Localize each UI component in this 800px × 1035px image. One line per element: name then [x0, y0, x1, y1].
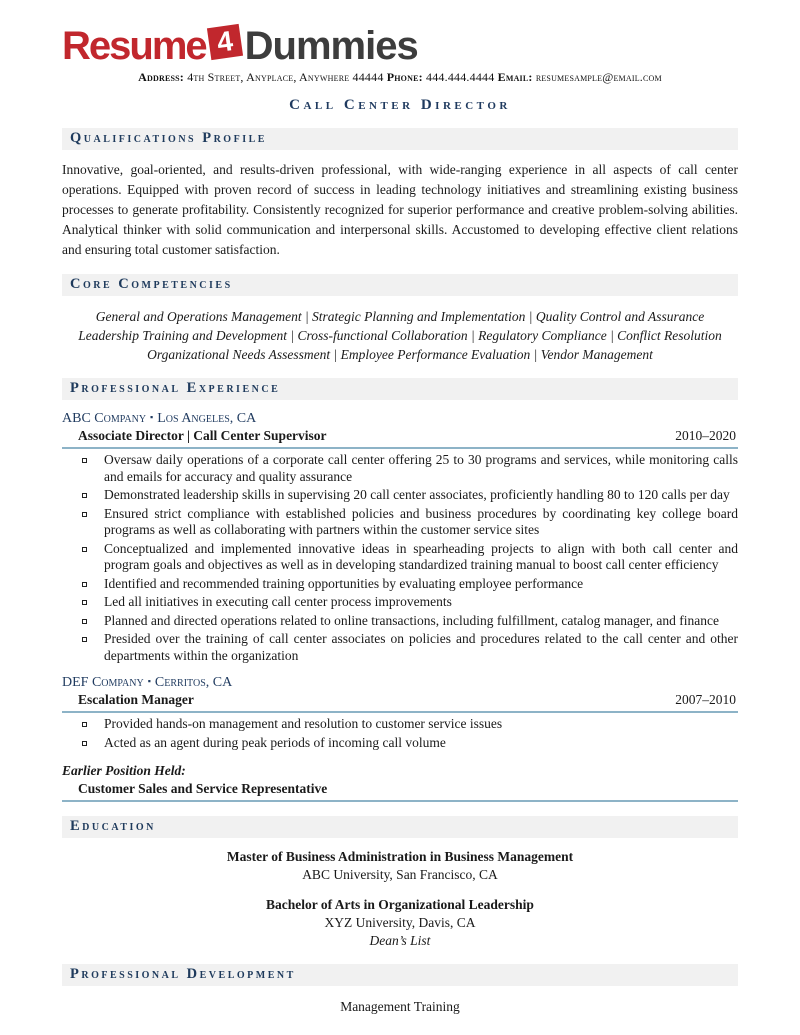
- section-heading-education: Education: [62, 816, 738, 838]
- phone-value: 444.444.4444: [426, 70, 495, 84]
- bullet-text: Ensured strict compliance with established policies and business procedures by coordinating key college board programs as well as collaborating with partners within the customer service sites: [104, 505, 738, 537]
- job-entry: [62, 675, 738, 751]
- job-title-row: [62, 691, 738, 713]
- development-item: Management Training: [340, 999, 460, 1014]
- list-item: [62, 613, 738, 630]
- list-item: [62, 716, 738, 733]
- square-bullet-icon: [82, 600, 87, 605]
- degree-school: ABC University, San Francisco, CA: [302, 867, 498, 882]
- bullet-text: Led all initiatives in executing call center process improvements: [104, 594, 452, 609]
- bullet-text: Identified and recommended training opportunities by evaluating employee performance: [104, 575, 584, 591]
- degree-title: Master of Business Administration in Business Management: [226, 849, 574, 864]
- email-label: Email:: [497, 70, 533, 84]
- bullet-separator-icon: ▪: [150, 412, 154, 422]
- earlier-position-title: Customer Sales and Service Representative: [78, 781, 328, 796]
- degree-note: Dean’s List: [369, 933, 431, 948]
- square-bullet-icon: [82, 582, 87, 587]
- square-bullet-icon: [82, 619, 87, 624]
- qualifications-summary: Innovative, goal-oriented, and results-driven professional, with wide-ranging experience in all aspects of call center operations. Equipped with proven record of success in leading technology initiatives and streamlining existing business processes to generate profitability. Consistently recognized for superior performance and creative problem-solving abilities. Analytical thinker with solid communication and interpersonal skills. Accustomed to developing effective client relations and ensuring total customer satisfaction.: [62, 162, 738, 257]
- list-item: [62, 452, 738, 485]
- square-bullet-icon: [82, 547, 87, 552]
- bullet-text: Presided over the training of call center associates on policies and procedures related to the call center and other departments within the organization: [104, 631, 738, 663]
- list-item: [62, 541, 738, 574]
- job-entry: [62, 411, 738, 664]
- section-heading-qualifications: Qualifications Profile: [62, 128, 738, 150]
- job-title-row: [62, 427, 738, 449]
- logo-word-dummies: Dummies: [244, 24, 418, 68]
- company-location: Cerritos, CA: [154, 675, 233, 690]
- company-location: Los Angeles, CA: [157, 411, 257, 426]
- competency-line: General and Operations Management | Strategic Planning and Implementation | Quality Control and Assurance: [95, 309, 705, 324]
- list-item: [62, 735, 738, 752]
- bullet-text: Conceptualized and implemented innovative ideas in spearheading projects to align with both call center and program goals and objectives as well as in developing standardized training manual to boost call center efficiency: [104, 540, 738, 572]
- logo-word-resume: Resume: [62, 24, 206, 68]
- logo: [62, 26, 738, 68]
- square-bullet-icon: [82, 493, 87, 498]
- section-heading-competencies: Core Competencies: [62, 274, 738, 296]
- bullet-text: Planned and directed operations related to online transactions, including fulfillment, catalog manager, and finance: [104, 612, 719, 628]
- list-item: [62, 506, 738, 539]
- square-bullet-icon: [82, 458, 87, 463]
- company-name: DEF Company: [62, 675, 144, 690]
- bullet-text: Oversaw daily operations of a corporate call center offering 25 to 30 programs and services, while monitoring calls and emails for accuracy and quality assurance: [104, 452, 738, 484]
- degree-school: XYZ University, Davis, CA: [324, 915, 476, 930]
- job-title: Escalation Manager: [78, 692, 194, 707]
- address-value: 4th Street, Anyplace, Anywhere 44444: [187, 70, 384, 84]
- company-line: [62, 411, 738, 427]
- job-dates: 2007–2010: [675, 692, 736, 707]
- bullet-text: Provided hands-on management and resolution to customer service issues: [104, 716, 503, 731]
- spacer: [62, 884, 738, 896]
- list-item: [62, 631, 738, 664]
- address-label: Address:: [138, 70, 184, 84]
- resume-title: Call Center Director: [289, 97, 511, 113]
- job-bullet-list: [62, 452, 738, 664]
- square-bullet-icon: [82, 637, 87, 642]
- earlier-position-label: Earlier Position Held:: [62, 763, 186, 778]
- bullet-text: Acted as an agent during peak periods of incoming call volume: [104, 734, 446, 750]
- company-name: ABC Company: [62, 411, 147, 426]
- competency-line: Organizational Needs Assessment | Employee Performance Evaluation | Vendor Management: [147, 347, 653, 362]
- square-bullet-icon: [82, 512, 87, 517]
- bullet-text: Demonstrated leadership skills in supervising 20 call center associates, proficiently handling 80 to 120 calls per day: [104, 487, 730, 502]
- email-value: resumesample@email.com: [535, 70, 662, 84]
- job-bullet-list: [62, 716, 738, 751]
- list-item: [62, 594, 738, 611]
- education-block: [62, 848, 738, 950]
- list-item: [62, 487, 738, 504]
- job-dates: 2010–2020: [675, 428, 736, 443]
- square-bullet-icon: [82, 722, 87, 727]
- company-line: [62, 675, 738, 691]
- section-heading-experience: Professional Experience: [62, 378, 738, 400]
- list-item: [62, 576, 738, 593]
- square-bullet-icon: [82, 741, 87, 746]
- contact-line: [62, 70, 738, 85]
- job-title: Associate Director | Call Center Supervisor: [78, 428, 327, 443]
- divider-rule: [62, 800, 738, 802]
- bullet-separator-icon: ▪: [147, 676, 151, 686]
- phone-label: Phone:: [386, 70, 423, 84]
- logo-number-4: 4: [214, 25, 235, 58]
- competency-list: [62, 307, 738, 364]
- degree-title: Bachelor of Arts in Organizational Leadership: [266, 897, 534, 912]
- competency-line: Leadership Training and Development | Cross-functional Collaboration | Regulatory Compliance | Conflict Resolution: [78, 328, 722, 343]
- section-heading-development: Professional Development: [62, 964, 738, 986]
- logo-four-square: [207, 24, 243, 60]
